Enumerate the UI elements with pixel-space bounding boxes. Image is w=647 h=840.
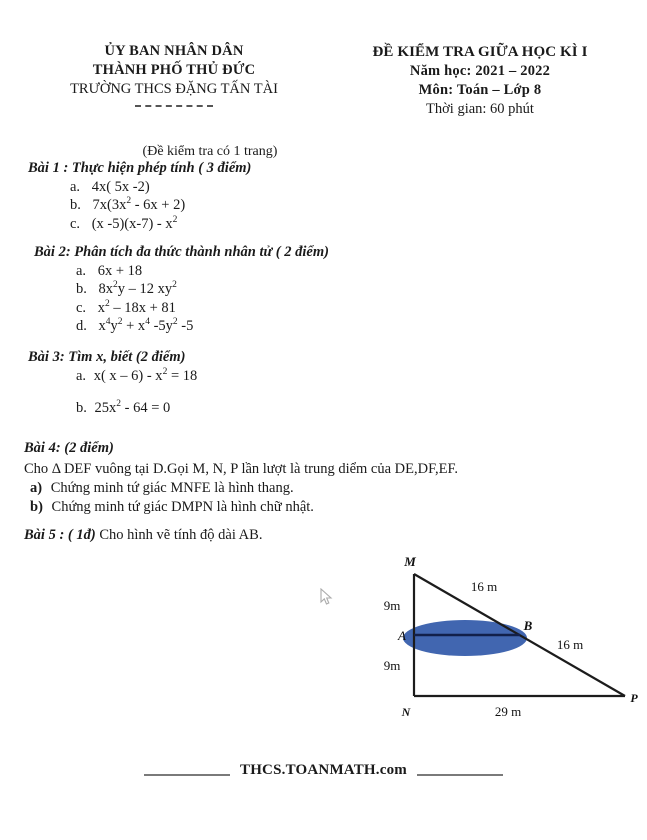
problem-1-item-a <box>28 178 458 197</box>
problem-2-c-part2: – 18x + 81 <box>109 299 176 316</box>
problem-2-a-text: 6x + 18 <box>97 262 143 279</box>
problem-4-statement: Cho Δ DEF vuông tại D.Gọi M, N, P lần lượt là trung diểm của DE,DF,EF. <box>24 460 459 477</box>
problem-3-item-a <box>28 367 458 386</box>
authority-line-2: THÀNH PHỐ THỦ ĐỨC <box>92 62 256 78</box>
problem-1-c-pre: (x -5)(x-7) - x <box>91 215 173 232</box>
measure-MB: 16 m <box>470 579 498 594</box>
measure-BP: 16 m <box>556 637 584 652</box>
header-divider-dashes <box>135 105 213 107</box>
problem-4-b-text: Chứng minh tứ giác DMPN là hình chữ nhật. <box>51 498 314 515</box>
page-count-note: (Đề kiểm tra có 1 trang) <box>142 144 278 159</box>
problem-1-b-label: b. <box>70 197 81 213</box>
exam-title: ĐỀ KIỂM TRA GIỮA HỌC KÌ I <box>372 44 588 60</box>
problem-2-c-part1: x <box>97 299 105 316</box>
problem-1-a-text: 4x( 5x -2) <box>91 178 150 195</box>
problem-2-c-exponent-1: 2 <box>104 298 110 309</box>
subject-grade: Môn: Toán – Lớp 8 <box>418 82 542 98</box>
problem-2-b-exponent-2: 2 <box>172 280 177 291</box>
document-footer <box>0 762 647 779</box>
exam-duration: Thời gian: 60 phút <box>426 101 534 117</box>
document-header <box>0 42 647 119</box>
footer-site-name: THCS.TOANMATH.com <box>239 762 408 778</box>
problem-3-a-label: a. <box>76 367 87 384</box>
problem-2 <box>34 243 474 336</box>
problem-2-d-label: d. <box>76 318 87 334</box>
problem-1-item-c <box>28 215 458 234</box>
problem-5 <box>24 526 624 545</box>
problem-4-heading: Bài 4: (2 điểm) <box>24 440 114 456</box>
problem-2-b-part2: y – 12 xy <box>117 281 173 297</box>
problem-1-heading: Bài 1 : Thực hiện phép tính ( 3 điểm) <box>28 160 252 176</box>
problem-3-b-exponent: 2 <box>116 399 121 410</box>
authority-line-1: ỦY BAN NHÂN DÂN <box>104 43 244 59</box>
problem-1-b-post: - 6x + 2) <box>131 197 186 213</box>
problem-2-item-b <box>34 280 474 299</box>
problem-2-d-exponent-3: 4 <box>145 317 150 328</box>
problem-2-a-label: a. <box>76 262 87 279</box>
problem-3-b-part1: 25x <box>94 400 117 416</box>
measure-AN: 9m <box>383 658 401 673</box>
label-B: B <box>523 618 533 633</box>
measure-NP: 29 m <box>494 704 522 719</box>
problem-2-d-exponent-2: 2 <box>117 317 123 328</box>
problem-1-b-exponent: 2 <box>126 196 132 207</box>
problem-4-a-label: a) <box>30 479 43 496</box>
lake-ellipse <box>403 620 527 656</box>
problem-2-d-part5: -5 <box>177 318 194 334</box>
problem-1-c-label: c. <box>70 215 81 232</box>
problem-2-item-a <box>34 262 474 281</box>
school-name: TRƯỜNG THCS ĐẶNG TẤN TÀI <box>70 81 278 97</box>
problem-1-a-label: a. <box>70 178 81 195</box>
problem-2-c-label: c. <box>76 299 87 316</box>
problem-2-d-part2: y <box>110 318 118 334</box>
problem-3-item-b <box>28 399 458 418</box>
problem-5-heading: Bài 5 : ( 1đ) <box>24 527 96 543</box>
problem-2-d-exponent-4: 2 <box>172 317 178 328</box>
problem-1-item-b <box>28 196 458 215</box>
label-N: N <box>401 705 411 719</box>
problem-2-item-d <box>34 317 474 336</box>
problem-1-c-exponent: 2 <box>172 214 178 225</box>
problem-4-b-label: b) <box>30 498 43 515</box>
problem-3-heading: Bài 3: Tìm x, biết (2 điểm) <box>28 349 186 365</box>
problem-4-item-b <box>24 498 624 517</box>
problem-3-b-part2: - 64 = 0 <box>121 400 171 416</box>
school-year: Năm học: 2021 – 2022 <box>409 63 551 79</box>
geometry-figure <box>372 548 640 724</box>
problem-4-a-text: Chứng minh tứ giác MNFE là hình thang. <box>50 479 294 496</box>
exam-info-block <box>330 42 630 119</box>
problem-4 <box>24 439 624 517</box>
footer-rule-left <box>144 774 230 776</box>
problem-2-heading: Bài 2: Phân tích đa thức thành nhân tử ( 2 điểm) <box>34 244 329 260</box>
label-P: P <box>630 691 638 705</box>
mouse-cursor-icon <box>320 588 334 606</box>
footer-rule-right <box>417 774 503 776</box>
problem-3-a-exponent: 2 <box>162 366 168 377</box>
problem-2-d-part4: -5y <box>149 318 173 334</box>
label-A: A <box>398 628 406 643</box>
problem-2-d-exponent-1: 4 <box>105 317 111 328</box>
problem-2-d-part3: + x <box>122 318 146 334</box>
problem-3-a-part1: x( x – 6) - x <box>93 367 163 384</box>
problem-2-b-label: b. <box>76 281 87 297</box>
problem-1 <box>28 159 458 233</box>
problem-2-d-part1: x <box>98 318 106 334</box>
problem-2-b-exponent-1: 2 <box>113 280 118 291</box>
problem-3 <box>28 348 458 418</box>
problem-1-b-pre: 7x(3x <box>92 197 127 213</box>
school-info-block <box>0 42 330 107</box>
problem-2-item-c <box>34 299 474 318</box>
problem-2-b-part1: 8x <box>98 281 113 297</box>
measure-MA: 9m <box>383 598 401 613</box>
label-M: M <box>404 554 416 569</box>
problem-4-item-a <box>24 479 624 498</box>
problem-5-text: Cho hình vẽ tính độ dài AB. <box>95 527 263 543</box>
problem-3-b-label: b. <box>76 400 87 416</box>
problem-3-a-part2: = 18 <box>167 367 198 384</box>
